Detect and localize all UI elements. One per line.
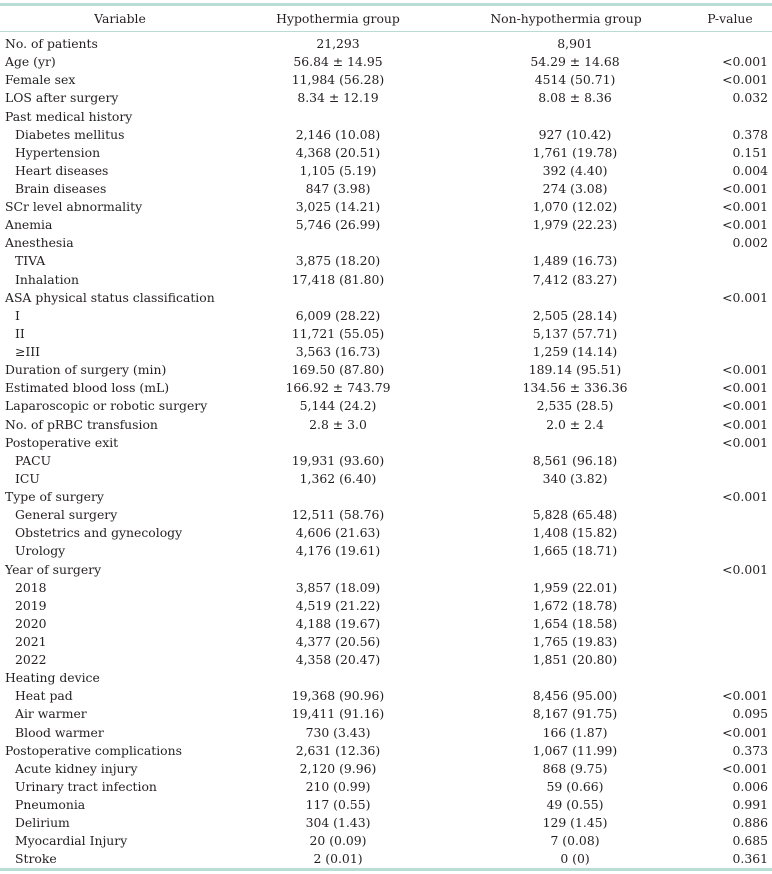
row-non-hypothermia-value: 134.56 ± 336.36 bbox=[522, 380, 628, 396]
row-hypothermia-value: 20 (0.09) bbox=[309, 833, 367, 849]
row-p-value: <0.001 bbox=[722, 398, 768, 414]
row-hypothermia-value: 19,368 (90.96) bbox=[291, 688, 385, 704]
row-hypothermia-value: 3,563 (16.73) bbox=[295, 344, 381, 359]
row-p-value: <0.001 bbox=[722, 72, 768, 88]
row-label: Urinary tract infection bbox=[15, 778, 157, 794]
row-label: Myocardial Injury bbox=[15, 833, 128, 849]
row-hypothermia-value: 5,746 (26.99) bbox=[295, 217, 381, 233]
row-p-value: <0.001 bbox=[722, 760, 768, 776]
row-label: Duration of surgery (min) bbox=[5, 362, 167, 378]
row-non-hypothermia-value: 8,561 (96.18) bbox=[532, 452, 618, 468]
row-non-hypothermia-value: 4514 (50.71) bbox=[534, 72, 616, 88]
table-top-rule bbox=[0, 3, 772, 6]
row-label: Anemia bbox=[5, 217, 53, 233]
table-row bbox=[0, 832, 772, 850]
row-non-hypothermia-value: 1,851 (20.80) bbox=[532, 652, 618, 668]
row-non-hypothermia-value: 54.29 ± 14.68 bbox=[530, 54, 620, 70]
row-non-hypothermia-value: 1,067 (11.99) bbox=[532, 742, 618, 758]
row-p-value: 0.361 bbox=[732, 851, 768, 867]
row-label: Delirium bbox=[15, 815, 70, 831]
row-hypothermia-value: 8.34 ± 12.19 bbox=[297, 90, 379, 106]
row-hypothermia-value: 56.84 ± 14.95 bbox=[293, 54, 383, 70]
row-p-value: <0.001 bbox=[722, 724, 768, 740]
row-hypothermia-value: 6,009 (28.22) bbox=[295, 307, 381, 323]
row-p-value: 0.378 bbox=[732, 126, 768, 142]
row-non-hypothermia-value: 1,765 (19.83) bbox=[532, 634, 618, 649]
row-label: Heart diseases bbox=[15, 162, 109, 178]
row-label: 2022 bbox=[15, 652, 47, 668]
row-label: PACU bbox=[15, 452, 52, 468]
table-row bbox=[0, 724, 772, 742]
table-row bbox=[0, 361, 772, 379]
table-row bbox=[0, 271, 772, 289]
table-row bbox=[0, 506, 772, 524]
row-p-value: 0.002 bbox=[732, 235, 768, 251]
row-label: ≥III bbox=[15, 344, 41, 359]
row-non-hypothermia-value: 868 (9.75) bbox=[542, 760, 608, 776]
table-row bbox=[0, 416, 772, 434]
table-row bbox=[0, 144, 772, 162]
row-p-value: 0.685 bbox=[732, 833, 768, 849]
row-label: II bbox=[15, 325, 25, 341]
row-hypothermia-value: 1,362 (6.40) bbox=[299, 470, 377, 486]
table-row bbox=[0, 325, 772, 343]
table-row bbox=[0, 126, 772, 144]
table-row bbox=[0, 198, 772, 216]
row-hypothermia-value: 2,631 (12.36) bbox=[295, 742, 381, 758]
row-non-hypothermia-value: 2,535 (28.5) bbox=[536, 398, 614, 414]
row-p-value: 0.886 bbox=[732, 815, 768, 831]
row-p-value: <0.001 bbox=[722, 199, 768, 215]
row-non-hypothermia-value: 8.08 ± 8.36 bbox=[538, 90, 612, 106]
row-p-value: <0.001 bbox=[722, 688, 768, 704]
row-non-hypothermia-value: 49 (0.55) bbox=[546, 797, 604, 812]
row-hypothermia-value: 4,358 (20.47) bbox=[295, 652, 381, 668]
row-p-value: <0.001 bbox=[722, 362, 768, 378]
row-label: Postoperative exit bbox=[5, 434, 119, 450]
table-row bbox=[0, 252, 772, 270]
row-label: LOS after surgery bbox=[5, 90, 119, 106]
table-row bbox=[0, 488, 772, 506]
row-hypothermia-value: 4,188 (19.67) bbox=[295, 615, 381, 631]
row-hypothermia-value: 847 (3.98) bbox=[305, 181, 371, 196]
row-label: 2020 bbox=[15, 615, 47, 631]
row-label: General surgery bbox=[15, 507, 118, 523]
row-non-hypothermia-value: 0 (0) bbox=[560, 851, 590, 867]
row-label: ASA physical status classification bbox=[5, 289, 215, 305]
table-row bbox=[0, 180, 772, 198]
row-label: Postoperative complications bbox=[5, 742, 182, 758]
row-label: Blood warmer bbox=[15, 724, 104, 740]
row-hypothermia-value: 11,984 (56.28) bbox=[291, 72, 385, 88]
row-p-value: <0.001 bbox=[722, 380, 768, 396]
table-row bbox=[0, 633, 772, 651]
table-row bbox=[0, 542, 772, 560]
row-hypothermia-value: 11,721 (55.05) bbox=[291, 325, 385, 341]
row-p-value: 0.373 bbox=[732, 742, 768, 758]
row-p-value: 0.006 bbox=[732, 778, 768, 794]
row-hypothermia-value: 21,293 bbox=[316, 36, 360, 51]
row-label: Air warmer bbox=[15, 706, 87, 722]
row-non-hypothermia-value: 129 (1.45) bbox=[542, 815, 608, 831]
row-label: ICU bbox=[15, 470, 40, 486]
row-label: I bbox=[15, 307, 20, 323]
table-row bbox=[0, 760, 772, 778]
row-label: SCr level abnormality bbox=[5, 199, 143, 215]
row-hypothermia-value: 730 (3.43) bbox=[305, 724, 371, 740]
row-hypothermia-value: 3,875 (18.20) bbox=[295, 253, 381, 269]
row-hypothermia-value: 210 (0.99) bbox=[305, 778, 371, 794]
table-row bbox=[0, 307, 772, 325]
row-p-value: 0.991 bbox=[732, 797, 768, 812]
row-label: Heat pad bbox=[15, 688, 73, 704]
row-hypothermia-value: 12,511 (58.76) bbox=[291, 507, 385, 523]
row-label: 2018 bbox=[15, 579, 47, 595]
row-non-hypothermia-value: 1,654 (18.58) bbox=[532, 615, 618, 631]
table-row bbox=[0, 289, 772, 307]
table-row bbox=[0, 71, 772, 89]
table-bottom-rule bbox=[0, 868, 772, 871]
row-non-hypothermia-value: 1,489 (16.73) bbox=[532, 253, 618, 269]
row-label: No. of pRBC transfusion bbox=[5, 416, 158, 432]
table-row bbox=[0, 434, 772, 452]
row-non-hypothermia-value: 189.14 (95.51) bbox=[528, 362, 622, 378]
row-non-hypothermia-value: 8,901 bbox=[557, 36, 593, 51]
row-hypothermia-value: 19,931 (93.60) bbox=[291, 452, 385, 468]
row-hypothermia-value: 117 (0.55) bbox=[305, 797, 371, 812]
row-hypothermia-value: 19,411 (91.16) bbox=[291, 706, 385, 722]
row-label: Inhalation bbox=[15, 271, 79, 287]
row-p-value: 0.032 bbox=[732, 90, 768, 106]
table-row bbox=[0, 597, 772, 615]
header-variable: Variable bbox=[94, 11, 146, 26]
row-label: Anesthesia bbox=[5, 235, 74, 251]
row-p-value: <0.001 bbox=[722, 561, 768, 577]
row-hypothermia-value: 4,519 (21.22) bbox=[295, 597, 381, 613]
row-label: Pneumonia bbox=[15, 797, 86, 812]
row-non-hypothermia-value: 2.0 ± 2.4 bbox=[546, 416, 604, 432]
table-row bbox=[0, 705, 772, 723]
row-hypothermia-value: 169.50 (87.80) bbox=[291, 362, 385, 378]
row-hypothermia-value: 17,418 (81.80) bbox=[291, 271, 385, 287]
row-non-hypothermia-value: 392 (4.40) bbox=[542, 162, 608, 178]
table-row bbox=[0, 216, 772, 234]
row-hypothermia-value: 4,368 (20.51) bbox=[295, 144, 381, 160]
row-hypothermia-value: 5,144 (24.2) bbox=[299, 398, 377, 414]
row-label: Type of surgery bbox=[5, 489, 104, 504]
table-header-rule bbox=[0, 31, 772, 32]
row-hypothermia-value: 2,120 (9.96) bbox=[299, 760, 377, 776]
row-p-value: <0.001 bbox=[722, 181, 768, 196]
row-hypothermia-value: 4,176 (19.61) bbox=[295, 543, 381, 559]
table-row bbox=[0, 850, 772, 868]
row-non-hypothermia-value: 1,259 (14.14) bbox=[532, 344, 618, 359]
row-hypothermia-value: 2 (0.01) bbox=[313, 851, 363, 867]
table-row bbox=[0, 35, 772, 53]
row-non-hypothermia-value: 340 (3.82) bbox=[542, 470, 608, 486]
row-p-value: <0.001 bbox=[722, 217, 768, 233]
row-non-hypothermia-value: 7,412 (83.27) bbox=[532, 271, 618, 287]
table-row bbox=[0, 234, 772, 252]
row-non-hypothermia-value: 5,137 (57.71) bbox=[532, 325, 618, 341]
row-label: Diabetes mellitus bbox=[15, 126, 125, 142]
row-non-hypothermia-value: 1,761 (19.78) bbox=[532, 144, 618, 160]
row-label: 2021 bbox=[15, 634, 47, 649]
row-label: Hypertension bbox=[15, 144, 101, 160]
table-row bbox=[0, 470, 772, 488]
row-non-hypothermia-value: 8,456 (95.00) bbox=[532, 688, 618, 704]
table-row bbox=[0, 379, 772, 397]
row-hypothermia-value: 166.92 ± 743.79 bbox=[285, 380, 391, 396]
row-label: Laparoscopic or robotic surgery bbox=[5, 398, 208, 414]
row-label: Female sex bbox=[5, 72, 76, 88]
table-row bbox=[0, 651, 772, 669]
table-row bbox=[0, 796, 772, 814]
table-row bbox=[0, 452, 772, 470]
row-label: Brain diseases bbox=[15, 181, 107, 196]
row-non-hypothermia-value: 7 (0.08) bbox=[550, 833, 600, 849]
row-hypothermia-value: 2.8 ± 3.0 bbox=[309, 416, 367, 432]
row-hypothermia-value: 3,857 (18.09) bbox=[295, 579, 381, 595]
row-label: Year of surgery bbox=[5, 561, 102, 577]
row-non-hypothermia-value: 1,959 (22.01) bbox=[532, 579, 618, 595]
row-label: Past medical history bbox=[5, 108, 133, 124]
header-hypothermia-group: Hypothermia group bbox=[276, 11, 400, 26]
table-row bbox=[0, 615, 772, 633]
row-non-hypothermia-value: 1,408 (15.82) bbox=[532, 525, 618, 541]
row-non-hypothermia-value: 927 (10.42) bbox=[538, 126, 612, 142]
row-label: Estimated blood loss (mL) bbox=[5, 380, 170, 396]
row-label: 2019 bbox=[15, 597, 47, 613]
row-p-value: 0.151 bbox=[732, 144, 768, 160]
row-p-value: <0.001 bbox=[722, 54, 768, 70]
table-row bbox=[0, 108, 772, 126]
table-row bbox=[0, 343, 772, 361]
table-row bbox=[0, 53, 772, 71]
row-non-hypothermia-value: 1,070 (12.02) bbox=[532, 199, 618, 215]
row-label: Urology bbox=[15, 543, 66, 559]
table-header-row bbox=[0, 8, 772, 30]
row-hypothermia-value: 2,146 (10.08) bbox=[295, 126, 381, 142]
row-non-hypothermia-value: 1,979 (22.23) bbox=[532, 217, 618, 233]
row-p-value: 0.004 bbox=[732, 162, 768, 178]
table-row bbox=[0, 814, 772, 832]
row-hypothermia-value: 304 (1.43) bbox=[305, 815, 371, 831]
row-label: No. of patients bbox=[5, 36, 98, 51]
table-row bbox=[0, 742, 772, 760]
table-row bbox=[0, 687, 772, 705]
row-p-value: <0.001 bbox=[722, 434, 768, 450]
row-label: TIVA bbox=[15, 253, 46, 269]
row-non-hypothermia-value: 274 (3.08) bbox=[542, 181, 608, 196]
row-hypothermia-value: 3,025 (14.21) bbox=[295, 199, 381, 215]
row-label: Obstetrics and gynecology bbox=[15, 525, 183, 541]
row-non-hypothermia-value: 1,665 (18.71) bbox=[532, 543, 618, 559]
row-non-hypothermia-value: 166 (1.87) bbox=[542, 724, 608, 740]
row-non-hypothermia-value: 59 (0.66) bbox=[546, 778, 604, 794]
table-row bbox=[0, 524, 772, 542]
table-row bbox=[0, 579, 772, 597]
row-non-hypothermia-value: 5,828 (65.48) bbox=[532, 507, 618, 523]
row-p-value: 0.095 bbox=[732, 706, 768, 722]
row-label: Age (yr) bbox=[5, 54, 56, 70]
row-hypothermia-value: 4,377 (20.56) bbox=[295, 634, 381, 649]
table-row bbox=[0, 778, 772, 796]
row-hypothermia-value: 1,105 (5.19) bbox=[299, 162, 377, 178]
row-p-value: <0.001 bbox=[722, 289, 768, 305]
row-p-value: <0.001 bbox=[722, 416, 768, 432]
table-row bbox=[0, 162, 772, 180]
row-p-value: <0.001 bbox=[722, 489, 768, 504]
row-label: Acute kidney injury bbox=[15, 760, 138, 776]
table-row bbox=[0, 669, 772, 687]
row-non-hypothermia-value: 2,505 (28.14) bbox=[532, 307, 618, 323]
table-row bbox=[0, 561, 772, 579]
row-hypothermia-value: 4,606 (21.63) bbox=[295, 525, 381, 541]
row-label: Stroke bbox=[15, 851, 57, 867]
table-row bbox=[0, 397, 772, 415]
row-non-hypothermia-value: 8,167 (91.75) bbox=[532, 706, 618, 722]
header-p-value: P-value bbox=[707, 11, 753, 26]
header-non-hypothermia-group: Non-hypothermia group bbox=[490, 11, 642, 26]
row-label: Heating device bbox=[5, 670, 100, 686]
row-non-hypothermia-value: 1,672 (18.78) bbox=[532, 597, 618, 613]
table-row bbox=[0, 89, 772, 107]
